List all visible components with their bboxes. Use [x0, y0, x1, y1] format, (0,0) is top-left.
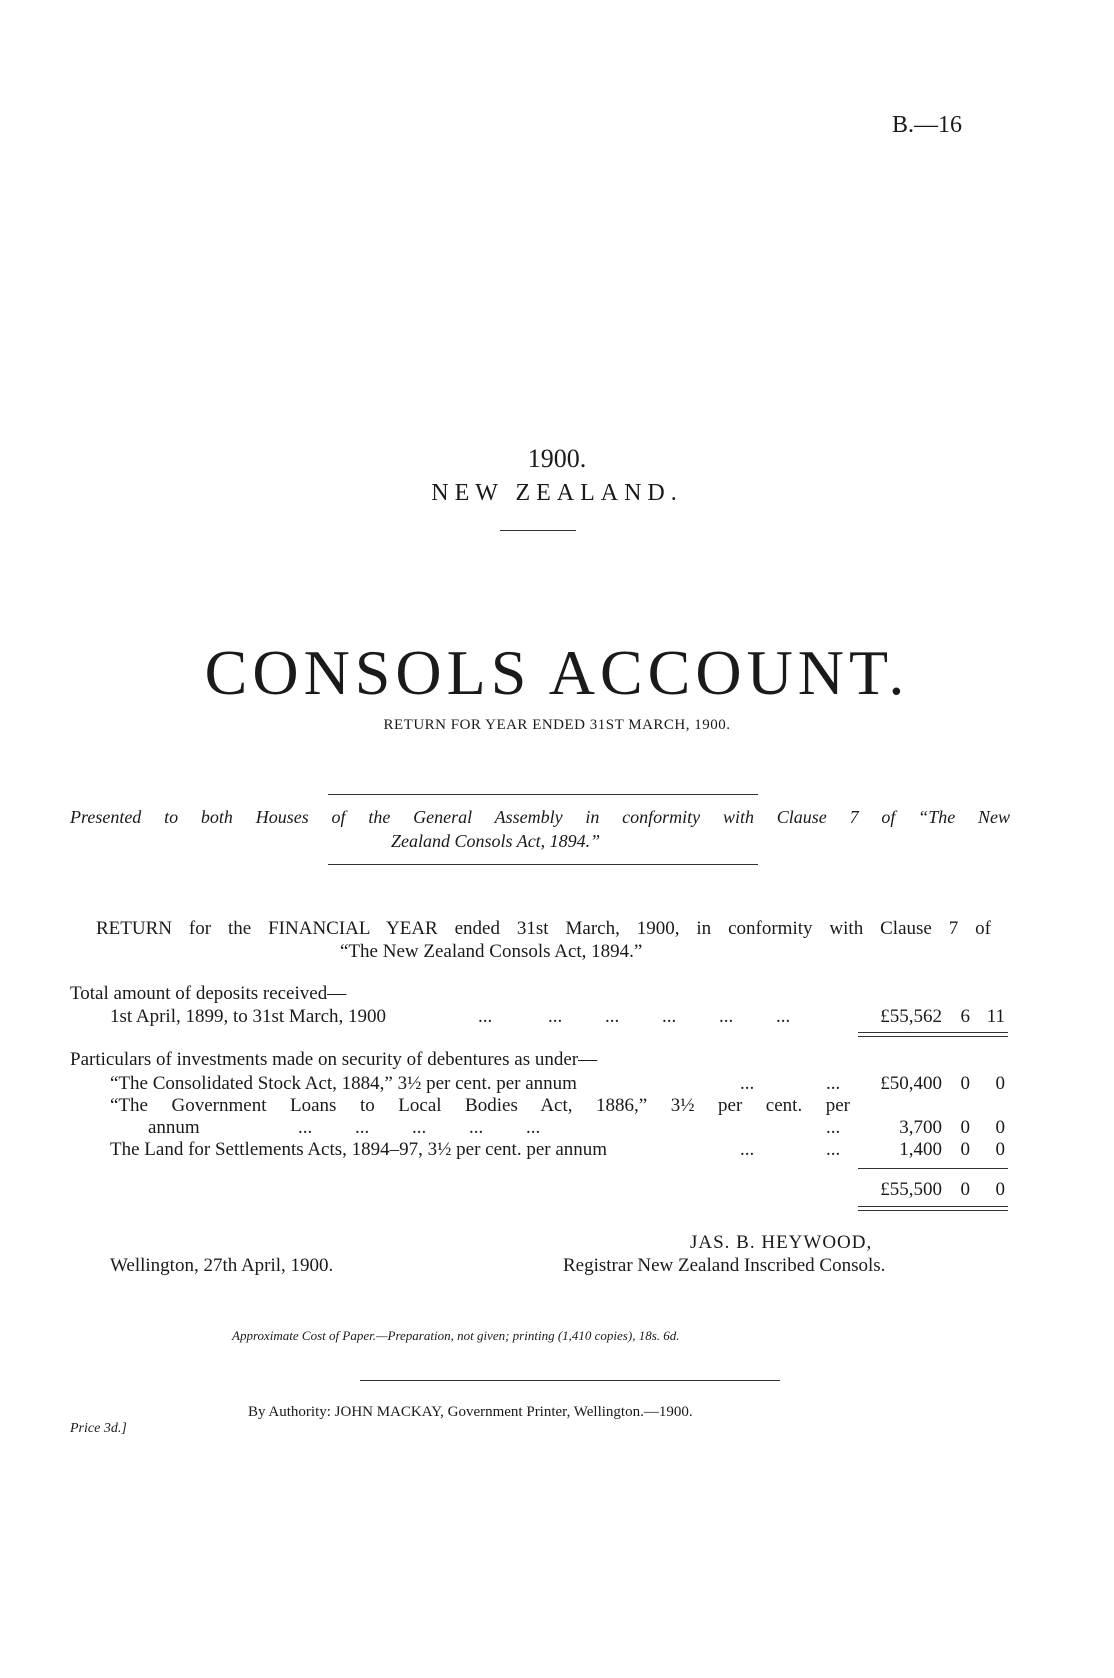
- leader-dots: ...: [826, 1139, 841, 1160]
- investment-3-pounds: 1,400: [899, 1139, 942, 1160]
- signatory-title: Registrar New Zealand Inscribed Consols.: [563, 1255, 886, 1276]
- deposits-pence: 11: [986, 1006, 1005, 1027]
- deposits-pounds: £55,562: [880, 1006, 942, 1027]
- subtitle: RETURN FOR YEAR ENDED 31ST MARCH, 1900.: [383, 717, 731, 733]
- investment-1-shillings: 0: [960, 1073, 970, 1094]
- presented-line-2: Zealand Consols Act, 1894.”: [391, 831, 601, 851]
- year: 1900.: [527, 444, 587, 473]
- divider: [360, 1380, 780, 1381]
- investment-3-pence: 0: [995, 1139, 1005, 1160]
- leader-dots: ...: [740, 1073, 755, 1094]
- leader-dots: ... ... ... ... ...: [298, 1117, 541, 1138]
- intro-line-1: RETURN for the FINANCIAL YEAR ended 31st March, 1900, in conformity with Clause 7 of: [96, 918, 991, 939]
- page-title: CONSOLS ACCOUNT.: [204, 637, 910, 708]
- investment-item-2-cont: annum: [148, 1117, 200, 1138]
- divider: [328, 794, 758, 795]
- signatory-name: JAS. B. HEYWOOD,: [690, 1232, 873, 1253]
- investment-3-shillings: 0: [960, 1139, 970, 1160]
- leader-dots: ...: [826, 1117, 841, 1138]
- price: Price 3d.]: [70, 1421, 127, 1436]
- leader-dots: ...: [826, 1073, 841, 1094]
- total-pence: 0: [995, 1179, 1005, 1200]
- total-shillings: 0: [960, 1179, 970, 1200]
- investment-2-pounds: 3,700: [899, 1117, 942, 1138]
- divider: [500, 530, 576, 531]
- presented-line-1: Presented to both Houses of the General Assembly in conformity with Clause 7 of “The New: [70, 807, 1010, 827]
- investment-1-pence: 0: [995, 1073, 1005, 1094]
- leader-dots: ...: [478, 1006, 493, 1027]
- investment-2-pence: 0: [995, 1117, 1005, 1138]
- leader-dots: ... ... ... ... ...: [548, 1006, 791, 1027]
- deposits-shillings: 6: [960, 1006, 970, 1027]
- investment-2-shillings: 0: [960, 1117, 970, 1138]
- authority-line: By Authority: JOHN MACKAY, Government Printer, Wellington.—1900.: [248, 1404, 693, 1420]
- intro-line-2: “The New Zealand Consols Act, 1894.”: [340, 941, 643, 962]
- deposits-item: 1st April, 1899, to 31st March, 1900: [110, 1006, 387, 1027]
- country: NEW ZEALAND.: [431, 480, 683, 506]
- double-rule: [858, 1032, 1008, 1037]
- sum-rule: [858, 1168, 1008, 1169]
- divider: [328, 864, 758, 865]
- total-pounds: £55,500: [880, 1179, 942, 1200]
- investment-1-pounds: £50,400: [880, 1073, 942, 1094]
- cost-note: Approximate Cost of Paper.—Preparation, not given; printing (1,410 copies), 18s. 6d.: [232, 1328, 680, 1343]
- investment-item-3: The Land for Settlements Acts, 1894–97, 3½ per cent. per annum: [110, 1139, 608, 1160]
- investment-item-1: “The Consolidated Stock Act, 1884,” 3½ per cent. per annum: [110, 1073, 577, 1094]
- double-rule: [858, 1206, 1008, 1211]
- investment-item-2: “The Government Loans to Local Bodies Act, 1886,” 3½ per cent. per: [110, 1095, 850, 1116]
- document-code: B.—16: [891, 112, 962, 138]
- investments-heading: Particulars of investments made on security of debentures as under—: [70, 1049, 598, 1070]
- deposits-heading: Total amount of deposits received—: [70, 983, 347, 1004]
- place-date: Wellington, 27th April, 1900.: [110, 1255, 334, 1276]
- leader-dots: ...: [740, 1139, 755, 1160]
